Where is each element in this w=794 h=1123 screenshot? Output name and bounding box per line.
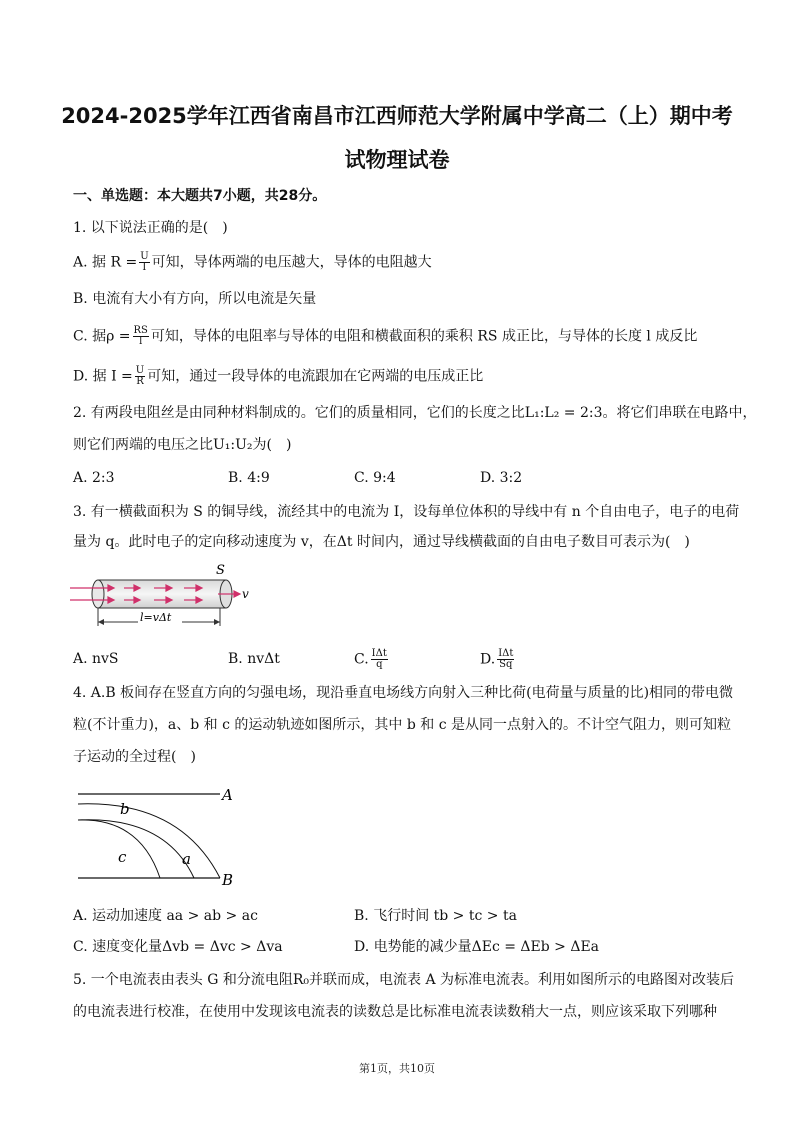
fraction: $\frac{\text{IΔt}}{Sq}$ xyxy=(498,648,514,670)
q1-option-d: D. 据 I = $\frac{U}{R}$ 可知，通过一段导体的电流跟加在它两端的电压成正比 xyxy=(73,365,484,387)
wire-left-end xyxy=(92,580,104,608)
label-s: S xyxy=(216,563,225,578)
label-c: c xyxy=(118,848,127,866)
wire-body xyxy=(98,580,226,608)
q2-option-b: B. 4:9 xyxy=(228,470,270,486)
label-length: l=vΔt xyxy=(140,611,172,624)
wire-figure xyxy=(68,560,268,632)
fraction: $\frac{RS}{l}$ xyxy=(133,325,148,347)
q2-stem-line-2: 则它们两端的电压之比U₁:U₂为( ) xyxy=(73,437,292,453)
q2-option-c: C. 9:4 xyxy=(354,470,396,486)
exam-title-line-2: 试物理试卷 xyxy=(344,148,450,172)
label-plate-b: B xyxy=(222,871,234,889)
label-a: a xyxy=(182,850,191,868)
fraction: $\frac{\text{IΔt}}{q}$ xyxy=(371,648,387,670)
q5-stem-line-2: 的电流表进行校准，在使用中发现该电流表的读数总是比标准电流表读数稍大一点，则应该采取下列哪种 xyxy=(73,1004,717,1020)
q1-option-c: C. 据ρ = $\frac{RS}{l}$ 可知，导体的电阻率与导体的电阻和横截面积的乘积 RS 成正比，与导体的长度 l 成反比 xyxy=(73,325,698,347)
q4-stem-line-1: 4. A.B 板间存在竖直方向的匀强电场，现沿垂直电场线方向射入三种比荷(电荷量与质量的比)相同的带电微 xyxy=(73,685,734,701)
q3-option-d: D. $\frac{\text{IΔt}}{Sq}$ xyxy=(480,648,514,670)
label-b: b xyxy=(120,800,130,818)
q2-option-a: A. 2:3 xyxy=(73,470,115,486)
trajectory-a xyxy=(78,804,220,878)
q1-option-a: A. 据 R = $\frac{U}{I}$ 可知，导体两端的电压越大，导体的电阻越大 xyxy=(73,251,432,273)
q4-stem-line-3: 子运动的全过程( ) xyxy=(73,749,196,765)
q4-option-c: C. 速度变化量Δvb = Δvc > Δva xyxy=(73,939,283,955)
q1-option-b: B. 电流有大小有方向，所以电流是矢量 xyxy=(73,291,317,307)
label-v: v xyxy=(242,587,249,601)
trajectory-b xyxy=(78,820,194,878)
q3-stem-line-2: 量为 q。此时电子的定向移动速度为 v，在Δt 时间内，通过导线横截面的自由电子数目可表示为( ) xyxy=(73,534,690,550)
fraction: $\frac{U}{I}$ xyxy=(140,251,149,273)
label-plate-a: A xyxy=(222,786,233,804)
q4-option-d: D. 电势能的减少量ΔEc = ΔEb > ΔEa xyxy=(354,939,600,955)
q3-option-c: C. $\frac{\text{IΔt}}{q}$ xyxy=(354,648,387,670)
q4-option-b: B. 飞行时间 tb > tc > ta xyxy=(354,908,517,924)
q3-stem-line-1: 3. 有一横截面积为 S 的铜导线，流经其中的电流为 I，设每单位体积的导线中有 n 个自由电子，电子的电荷 xyxy=(73,504,740,520)
q2-option-d: D. 3:2 xyxy=(480,470,523,486)
q3-option-a: A. nvS xyxy=(73,651,119,667)
fraction: $\frac{U}{R}$ xyxy=(135,365,145,387)
q2-stem-line-1: 2. 有两段电阻丝是由同种材料制成的。它们的质量相同，它们的长度之比L₁:L₂ = 2:3。将它们串联在电路中， xyxy=(73,405,757,421)
q3-option-b: B. nvΔt xyxy=(228,651,280,667)
section-heading: 一、单选题：本大题共7小题，共28分。 xyxy=(73,188,327,204)
page-footer: 第1页，共10页 xyxy=(359,1062,435,1075)
trajectory-figure xyxy=(70,782,250,892)
q1-stem: 1. 以下说法正确的是( ) xyxy=(73,220,228,236)
q4-stem-line-2: 粒(不计重力)，a、b 和 c 的运动轨迹如图所示，其中 b 和 c 是从同一点射入的。不计空气阻力，则可知粒 xyxy=(73,717,732,733)
q4-option-a: A. 运动加速度 aa > ab > ac xyxy=(73,908,258,924)
exam-title-line-1: 2024-2025学年江西省南昌市江西师范大学附属中学高二（上）期中考 xyxy=(61,104,733,128)
q5-stem-line-1: 5. 一个电流表由表头 G 和分流电阻R₀并联而成，电流表 A 为标准电流表。利用如图所示的电路图对改装后 xyxy=(73,972,735,988)
